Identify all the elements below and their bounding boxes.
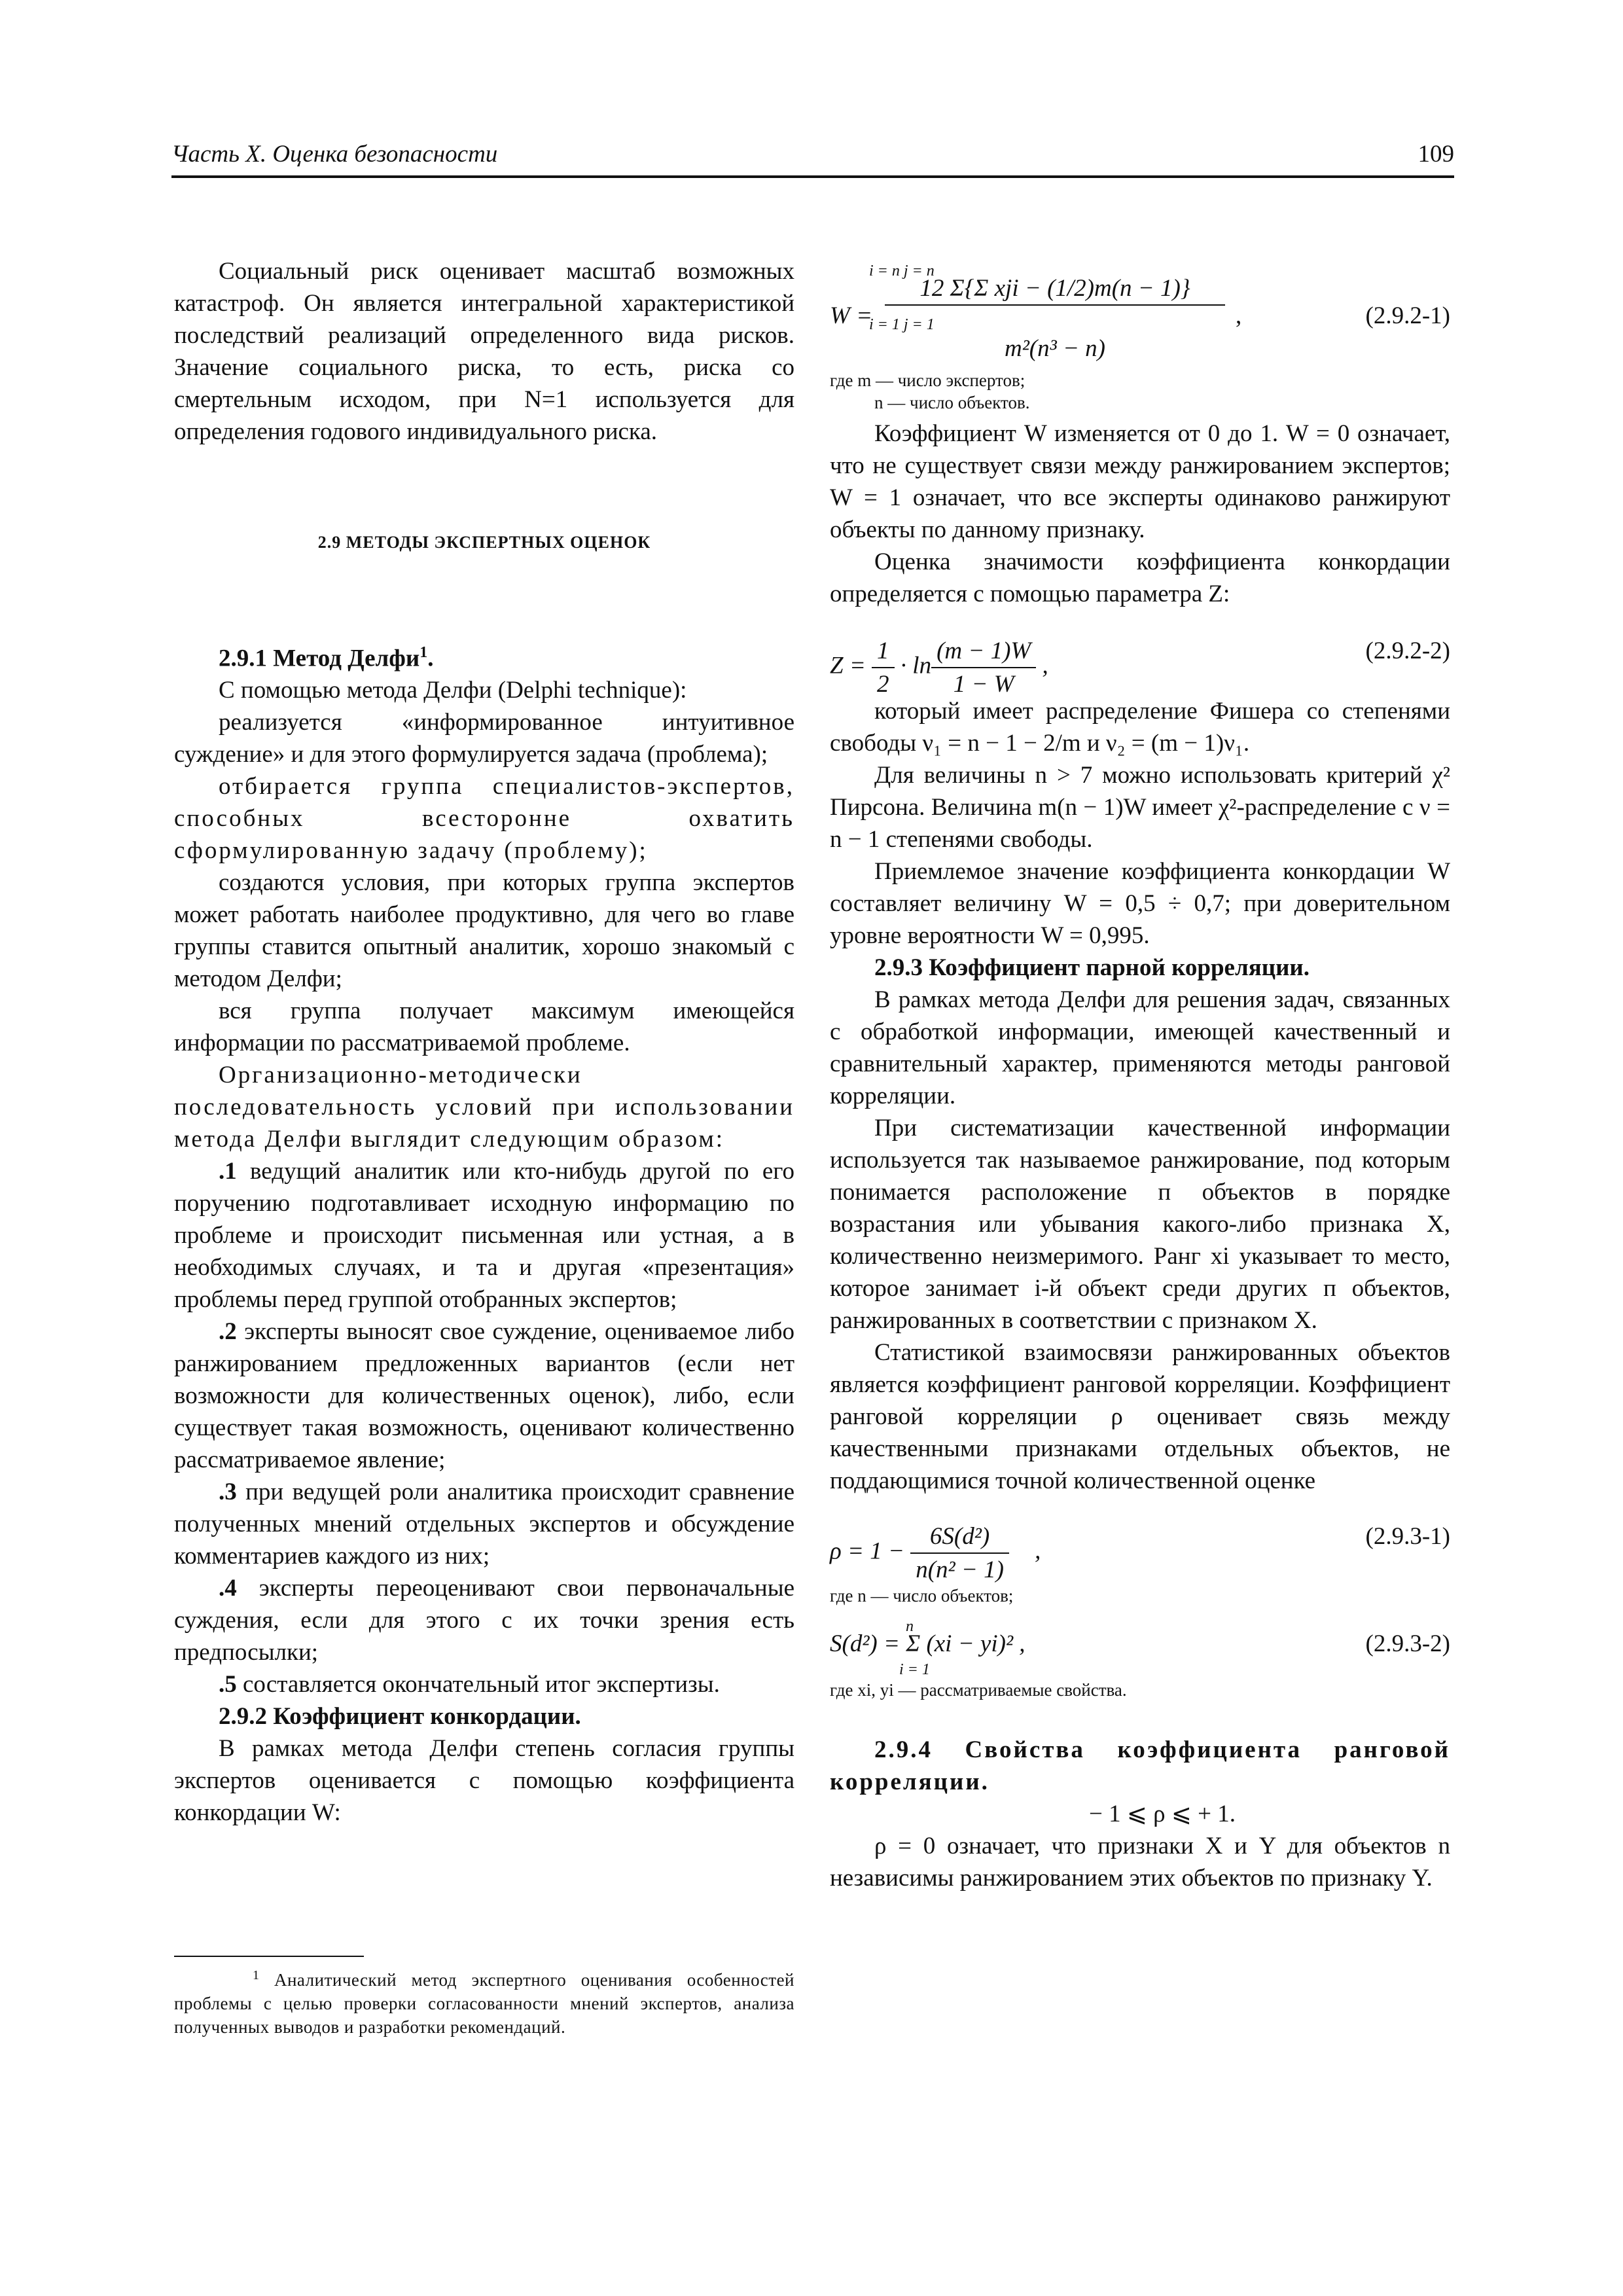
eq3-number: (2.9.3-1) (1365, 1523, 1450, 1550)
heading-2-9-3: 2.9.3 Коэффициент парной корреляции. (874, 954, 1310, 981)
left-column (174, 255, 794, 1829)
right-column (830, 255, 1450, 1894)
paragraph-delphi-2: отбирается группа специалистов-экспертов, способных всесторонне охватить сформулированную задачу (проблему); (174, 773, 794, 865)
section-title: 2.9 МЕТОДЫ ЭКСПЕРТНЫХ ОЦЕНОК (317, 533, 651, 552)
step-3: .3 при ведущей роли аналитика происходит сравнение полученных мнений отдельных экспертов и обсуждение комментариев каждого из них; (174, 1479, 794, 1570)
heading-2-9-1: 2.9.1 Метод Делфи$^1$. (219, 644, 434, 672)
equation-2-9-3-1 (830, 1497, 1450, 1582)
heading-2-9-4: 2.9.4 Свойства коэффициента ранговой корреляции. (830, 1736, 1450, 1795)
paragraph-acceptable: Приемлемое значение коэффициента конкордации W составляет величину W = 0,5 ÷ 0,7; при доверительном уровне вероятности W = 0,995. (830, 858, 1450, 949)
step-4: .4 эксперты переоценивают свои первоначальные суждения, если для этого с их точки зрения есть предпосылки; (174, 1575, 794, 1666)
eq1-numerator: 12 Σ{Σ xji − (1/2)m(n − 1)} (885, 272, 1225, 306)
footnote (174, 1964, 794, 2039)
step-5: .5 составляется окончательный итог экспертизы. (219, 1671, 720, 1698)
paragraph-ranking: При систематизации качественной информации используется так называемое ранжирование, под которым понимается расположение п объектов в порядке возрастания или убывания какого-либо признака X, количественно неизмеримого. Ранг xi указывает то место, которое занимает i-й объект среди других п объектов, ранжированных в соответствии с признаком X. (830, 1115, 1450, 1334)
heading-2-9-2: 2.9.2 Коэффициент конкордации. (219, 1703, 581, 1731)
equation-2-9-2-1 (830, 255, 1450, 367)
paragraph-z-intro: Оценка значимости коэффициента конкордации определяется с помощью параметра Z: (830, 548, 1450, 607)
paragraph-social-risk: Социальный риск оценивает масштаб возможных катастроф. Он является интегральной характеристикой последствий реализаций определенного вида рисков. Значение социального риска, то есть, риска со смертельным исходом, при N=1 используется для определения годового индивидуального риска. (174, 258, 794, 445)
where-1-m: где m — число экспертов; (830, 370, 1026, 390)
running-title: Часть X. Оценка безопасности (171, 141, 498, 168)
footnote-mark: 1 (253, 1968, 260, 1982)
inequality: − 1 ⩽ ρ ⩽ + 1. (1089, 1801, 1236, 1827)
paragraph-chi-square: Для величины n > 7 можно использовать критерий χ² Пирсона. Величина m(n − 1)W имеет χ²-распределение с ν = n − 1 степенями свободы. (830, 762, 1450, 853)
paragraph-delphi-intro: С помощью метода Делфи (Delphi technique): (219, 677, 687, 704)
where-3: где n — число объектов; (830, 1586, 1014, 1605)
eq2-expression: Z = $\frac{1}{2}$ · ln $\frac{(m - 1)W}{1 - W}$ , (830, 635, 1048, 700)
step-2: .2 эксперты выносят свое суждение, оцениваемое либо ранжированием предложенных вариантов (если нет возможности для количественных оценок), либо, если существует такая возможность, оценивают количественно рассматриваемое явление; (174, 1318, 794, 1474)
paragraph-concordance: В рамках метода Делфи степень согласия группы экспертов оценивается с помощью коэффициента конкордации W: (174, 1735, 794, 1827)
equation-2-9-2-2 (830, 610, 1450, 698)
eq1-upper-limits: i = n j = n (869, 262, 935, 279)
where-4: где xi, yi — рассматриваемые свойства. (830, 1680, 1127, 1700)
eq4-number: (2.9.3-2) (1365, 1630, 1450, 1657)
paragraph-organization: Организационно-методически последовательность условий при использовании метода Делфи выглядит следующим образом: (174, 1062, 794, 1153)
eq1-number: (2.9.2-1) (1365, 302, 1450, 329)
eq4-lower-limit: i = 1 (899, 1661, 930, 1678)
footnote-text: Аналитический метод экспертного оценивания особенностей проблемы с целью проверки согласованности мнений экспертов, анализа полученных выводов и разработки рекомендаций. (174, 1970, 794, 2037)
paragraph-pair-correlation: В рамках метода Делфи для решения задач, связанных с обработкой информации, имеющей качественный и сравнительный характер, применяются методы ранговой корреляции. (830, 986, 1450, 1109)
eq2-number: (2.9.2-2) (1365, 637, 1450, 664)
where-1 (830, 369, 1450, 414)
paragraph-delphi-4: вся группа получает максимум имеющейся информации по рассматриваемой проблеме. (174, 997, 794, 1057)
where-1-n: n — число объектов. (874, 393, 1030, 412)
paragraph-delphi-1: реализуется «информированное интуитивное суждение» и для этого формулируется задача (проблема); (174, 709, 794, 768)
paragraph-statistic: Статистикой взаимосвязи ранжированных объектов является коэффициент ранговой корреляции. Коэффициент ранговой корреляции ρ оценивает связь между качественными признаками отдельных объектов, не поддающимися точной количественной оценке (830, 1339, 1450, 1494)
paragraph-fisher: который имеет распределение Фишера со степенями свободы ν₁ = n − 1 − 2/m и ν₂ = (m − 1)ν₁. (830, 698, 1450, 757)
eq3-expression: ρ = 1 − $\frac{\text{6S(d²)}}{\text{n(n² − 1)}}$ , (830, 1520, 1041, 1586)
page-number: 109 (1418, 141, 1454, 168)
eq4-expression: S(d²) = Σ (xi − yi)² , (830, 1630, 1026, 1657)
eq1-comma: , (1236, 302, 1242, 329)
step-1: .1 ведущий аналитик или кто-нибудь другой по его поручению подготавливает исходную информацию по проблеме и происходит письменная или устная, а в необходимых случаях, и та и другая «презентация» проблемы перед группой отобранных экспертов; (174, 1158, 794, 1314)
paragraph-rho-zero: ρ = 0 означает, что признаки X и Y для объектов n независимы ранжированием этих объектов по признаку Y. (830, 1833, 1450, 1892)
paragraph-w-range: Коэффициент W изменяется от 0 до 1. W = 0 означает, что не существует связи между ранжированием экспертов; W = 1 означает, что все эксперты одинаково ранжируют объекты по данному признаку. (830, 420, 1450, 543)
header-rule (171, 175, 1454, 178)
equation-2-9-3-2 (830, 1611, 1450, 1676)
eq4-upper-limit: n (906, 1618, 914, 1635)
paragraph-delphi-3: создаются условия, при которых группа экспертов может работать наиболее продуктивно, для чего во главе группы ставится опытный аналитик, хорошо знакомый с методом Делфи; (174, 869, 794, 993)
eq1-lower-limits: i = 1 j = 1 (869, 316, 935, 333)
eq1-lhs: W = (830, 302, 873, 329)
footnote-rule (174, 1956, 364, 1957)
eq1-denominator: m²(n³ − n) (1004, 335, 1106, 362)
